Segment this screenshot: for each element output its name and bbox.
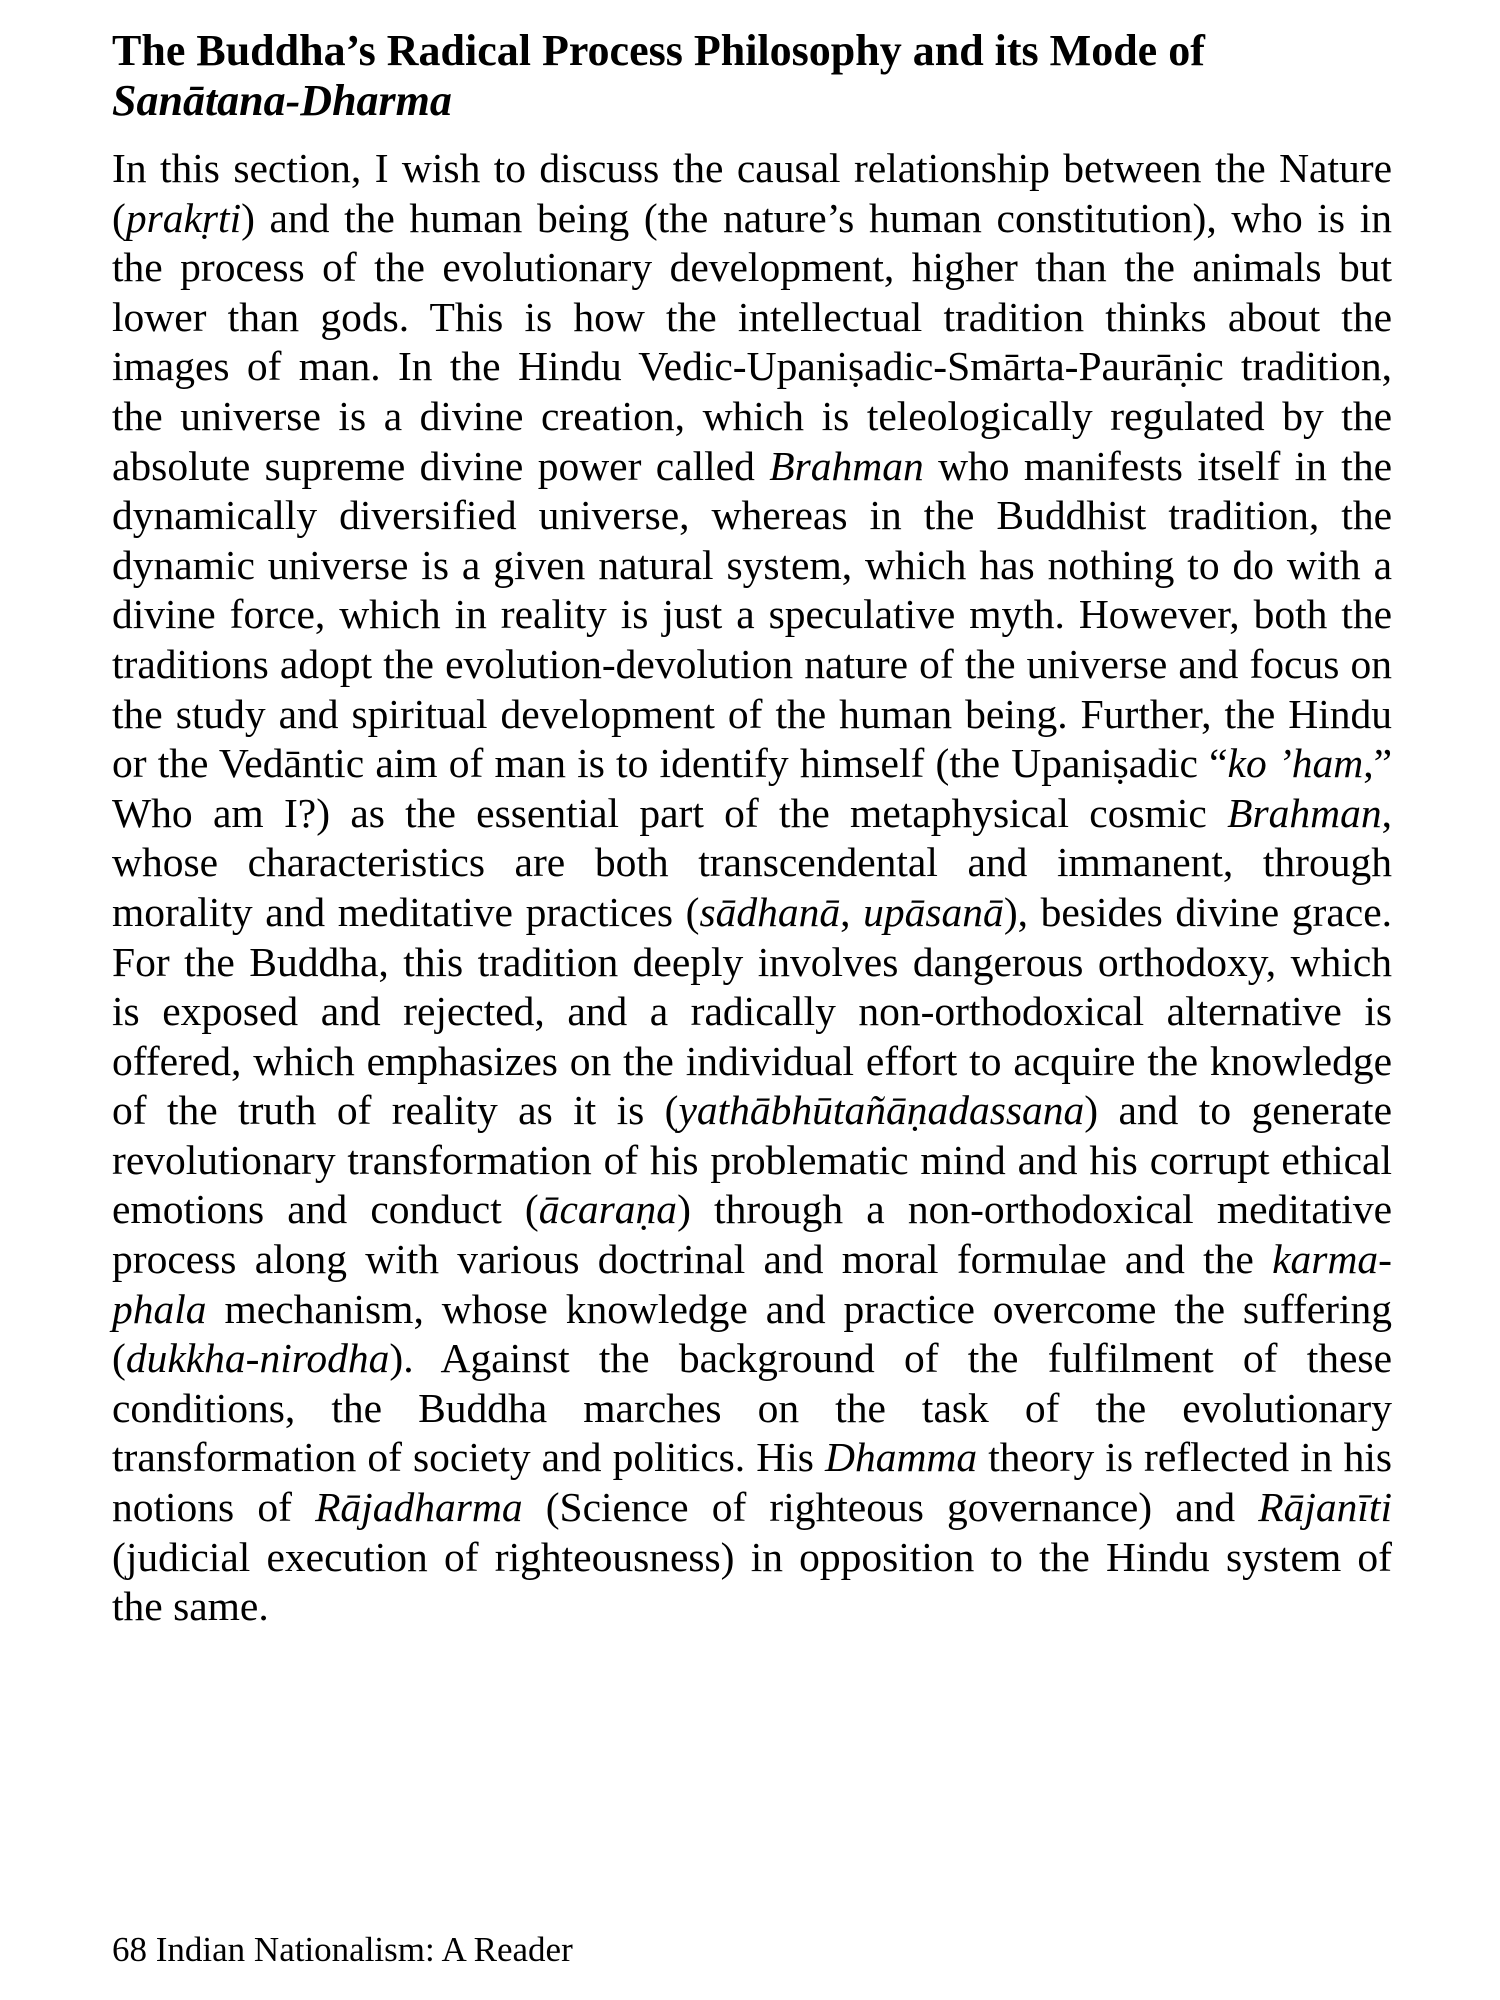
text-run: ) through a non-orthodoxical meditative process along with various doctrinal and moral formulae and the <box>112 1186 1392 1283</box>
italic-term: Rājadharma <box>315 1484 523 1531</box>
italic-term: Rājanīti <box>1258 1484 1392 1531</box>
text-run: ) and to generate revolutionary transformation of his problematic mind and his corrupt ethical emotions and conduct ( <box>112 1087 1392 1233</box>
text-run: (Science of righteous governance) and <box>522 1484 1259 1531</box>
italic-term: sādhanā <box>699 888 841 935</box>
text-run: who manifests itself in the dynamically diversified universe, whereas in the Buddhist tradition, the dynamic universe is a given natural system, which has nothing to do with a divine force, which in reality is just a speculative myth. However, both the traditions adopt the evolution-devolution nature of the universe and focus on the study and spiritual development of the human being. Further, the Hindu or the Vedāntic aim of man is to identify himself (the Upaniṣadic “ <box>112 442 1392 787</box>
text-run: ), besides divine grace. For the Buddha, this tradition deeply involves dangerous orthodoxy, which is exposed and rejected, and a radically non-orthodoxical alternative is offered, which emphasizes on the individual effort to acquire the knowledge of the truth of reality as it is ( <box>112 888 1392 1134</box>
italic-term: upāsanā <box>863 888 1004 935</box>
italic-term: Brahman <box>769 442 924 489</box>
italic-term: prakṛti <box>125 194 242 241</box>
page-footer: 68 Indian Nationalism: A Reader <box>112 1930 573 1969</box>
section-heading-line-1: The Buddha’s Radical Process Philosophy and its Mode of <box>112 26 1205 75</box>
italic-term: dukkha-nirodha <box>125 1335 390 1382</box>
page <box>112 26 1392 1632</box>
text-run: (judicial execution of righteousness) in opposition to the Hindu system of the same. <box>112 1533 1392 1630</box>
section-heading-line-2: Sanātana-Dharma <box>112 76 452 125</box>
text-run: theory is reflected in his notions of <box>112 1434 1392 1531</box>
text-run: In this section, I wish to discuss the causal relationship between the Nature ( <box>112 145 1392 241</box>
italic-term: ko ’ham <box>1227 740 1364 787</box>
section-heading <box>112 26 1392 126</box>
italic-term: karma-phala <box>112 1236 1392 1332</box>
text-run: ) and the human being (the nature’s human constitution), who is in the process of the evolutionary development, higher than the animals but lower than gods. This is how the intellectual tradition thinks about the images of man. In the Hindu Vedic-Upaniṣadic-Smārta-Paurāṇic tradition, the universe is a divine creation, which is teleologically regulated by the absolute supreme divine power called <box>112 194 1392 489</box>
text-run: mechanism, whose knowledge and practice overcome the suffering ( <box>112 1285 1392 1382</box>
body-paragraph <box>112 144 1392 1632</box>
text-run: ). Against the background of the fulfilment of these conditions, the Buddha marches on the task of the evolutionary transformation of society and politics. His <box>112 1335 1392 1481</box>
italic-term: yathābhūtañāṇadassana <box>678 1087 1085 1134</box>
text-run: ,” Who am I?) as the essential part of the metaphysical cosmic <box>112 740 1392 836</box>
text-run: , <box>840 888 864 935</box>
italic-term: ācaraṇa <box>538 1186 678 1233</box>
italic-term: Brahman <box>1227 789 1382 836</box>
text-run: , whose characteristics are both transcendental and immanent, through morality and meditative practices ( <box>112 789 1392 935</box>
italic-term: Dhamma <box>824 1434 978 1481</box>
